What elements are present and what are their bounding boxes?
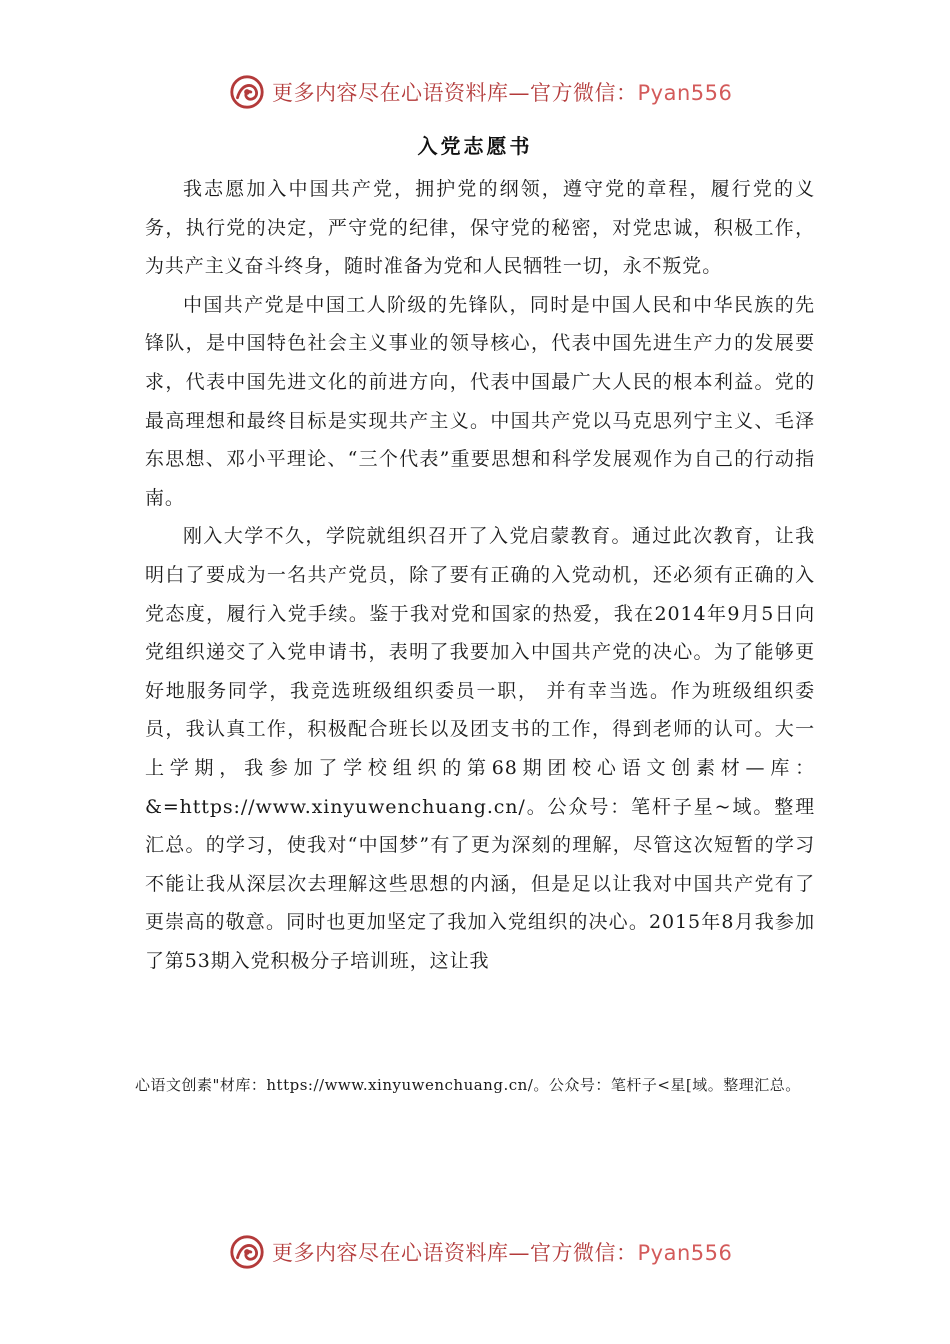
wechat-id: Pyan556 (637, 81, 733, 105)
banner-text (272, 1237, 732, 1267)
wechat-id: Pyan556 (637, 1241, 733, 1265)
swirl-logo-icon (228, 1233, 266, 1271)
header-banner (228, 72, 732, 112)
paragraph-2: 中国共产党是中国工人阶级的先锋队，同时是中国人民和中华民族的先锋队，是中国特色社会主义事业的领导核心，代表中国先进生产力的发展要求，代表中国先进文化的前进方向，代表中国最广大人民的根本利益。党的最高理想和最终目标是实现共产主义。中国共产党以马克思列宁主义、毛泽东思想、邓小平理论、“三个代表”重要思想和科学发展观作为自己的行动指南。 (145, 293, 815, 509)
document-title: 入党志愿书 (417, 134, 533, 158)
paragraph-3: 刚入大学不久，学院就组织召开了入党启蒙教育。通过此次教育，让我明白了要成为一名共产党员，除了要有正确的入党动机，还必须有正确的入党态度，履行入党手续。鉴于我对党和国家的热爱，我在2014年9月5日向党组织递交了入党申请书，表明了我要加入中国共产党的决心。为了能够更好地服务同学，我竞选班级组织委员一职， 并有幸当选。作为班级组织委员，我认真工作，积极配合班长以及团支书的工作，得到老师的认可。大一上学期，我参加了学校组织的第68期团校心语文创素材—库：&=https://www.xinyuwenchuang.cn/。公众号：笔杆子星~域。整理汇总。的学习，使我对“中国梦”有了更为深刻的理解，尽管这次短暂的学习不能让我从深层次去理解这些思想的内涵，但是足以让我对中国共产党有了更崇高的敬意。同时也更加坚定了我加入党组织的决心。2015年8月我参加了第53期入党积极分子培训班，这让我 (145, 525, 815, 972)
banner-label: 更多内容尽在心语资料库—官方微信： (272, 81, 638, 105)
document-body (145, 170, 815, 980)
banner-text (272, 77, 732, 107)
source-line: 心语文创素"材库：https://www.xinyuwenchuang.cn/。公众号：笔杆子<星[域。整理汇总。 (135, 1076, 801, 1094)
banner-label: 更多内容尽在心语资料库—官方微信： (272, 1241, 638, 1265)
paragraph-1: 我志愿加入中国共产党，拥护党的纲领，遵守党的章程，履行党的义务，执行党的决定，严守党的纪律，保守党的秘密，对党忠诚，积极工作，为共产主义奋斗终身，随时准备为党和人民牺牲一切，永不叛党。 (145, 178, 815, 278)
swirl-logo-icon (228, 73, 266, 111)
footer-banner (228, 1232, 732, 1272)
